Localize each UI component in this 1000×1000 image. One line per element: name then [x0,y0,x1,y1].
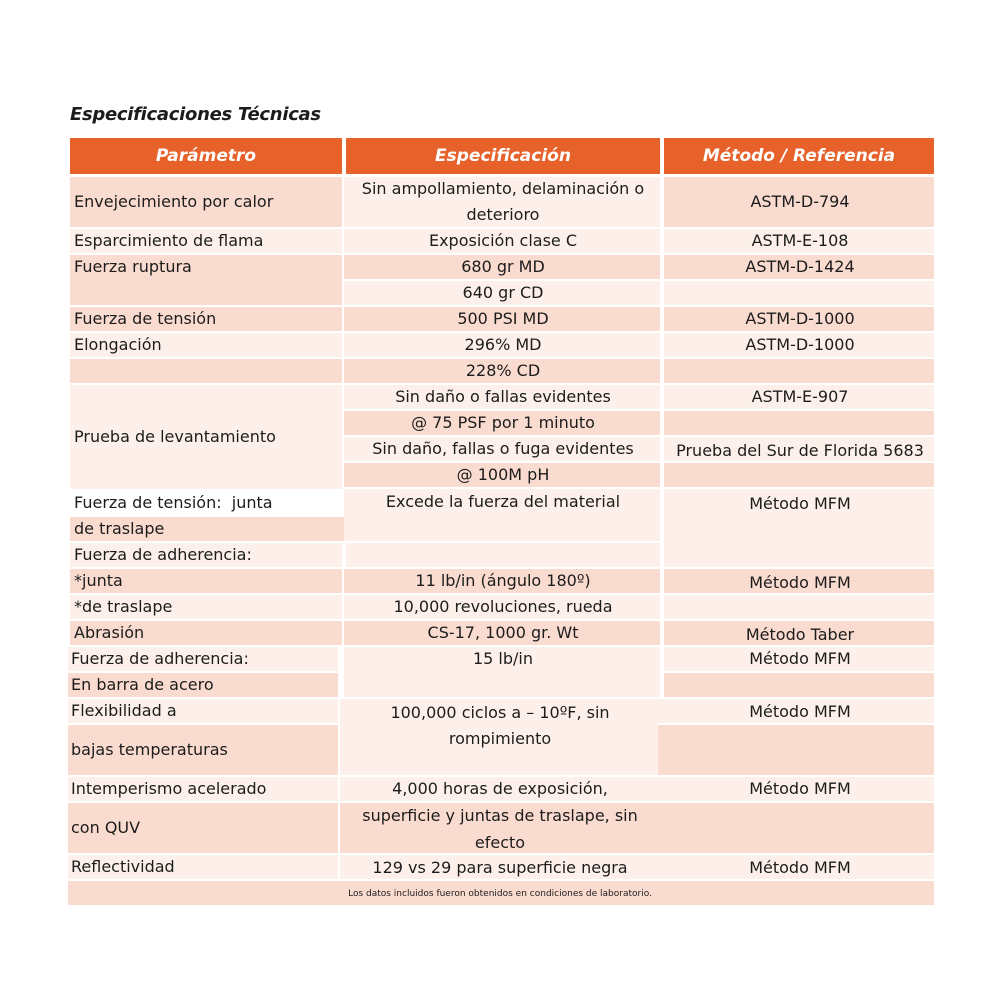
param-reflectividad: Reflectividad [71,857,175,876]
param-elongacion: Elongación [74,335,162,354]
method-r9: Método MFM [749,494,851,513]
param-adherencia: Fuerza de adherencia: [74,545,252,564]
spec-r11: 11 lb/in (ángulo 180º) [415,571,591,590]
method-r2: ASTM-E-108 [751,231,849,250]
method-bg [664,411,934,435]
method-r5: ASTM-D-1000 [745,309,855,328]
param-bajas-temp: bajas temperaturas [71,740,228,759]
header-especificacion: Especificación [346,138,660,174]
param-adherencia-2: Fuerza de adherencia: [71,649,249,668]
param-barra-acero: En barra de acero [71,675,214,694]
method-bg [658,725,934,775]
param-bg [70,359,342,383]
spec-r3: 680 gr MD [461,257,545,276]
method-bg [664,673,934,697]
spec-r12: 10,000 revoluciones, rueda [393,597,613,616]
method-r3: ASTM-D-1424 [745,257,855,276]
method-r11: Método MFM [749,573,851,592]
param-tension-junta: Fuerza de tensión: junta [74,493,273,512]
method-bg [658,803,934,853]
spec-r2: Exposición clase C [428,231,578,250]
method-r6: ASTM-D-1000 [745,335,855,354]
method-bg [664,463,934,487]
header-metodo: Método / Referencia [664,138,934,174]
page-title: Especificaciones Técnicas [70,104,321,125]
spec-r8-line2: @ 75 PSF por 1 minuto [411,413,595,432]
param-abrasion: Abrasión [74,623,145,642]
spec-r1-line1: Sin ampollamiento, delaminación o [361,179,645,198]
spec-r7: 228% CD [465,361,541,380]
param-fuerza-ruptura: Fuerza ruptura [74,257,192,276]
param-flexibilidad: Flexibilidad a [71,701,177,720]
spec-r14: 15 lb/in [472,649,534,668]
param-junta: *junta [74,571,123,590]
spec-r6: 296% MD [464,335,542,354]
method-bg [664,281,934,305]
spec-r16-line2: rompimiento [448,729,552,748]
param-quv: con QUV [71,818,141,837]
param-traslape: de traslape [74,519,165,538]
method-r16: Método MFM [749,702,851,721]
spec-r17-line3: efecto [474,833,526,852]
method-r8-line2: Prueba del Sur de Florida 5683 [676,441,924,460]
param-levantamiento: Prueba de levantamiento [74,427,276,446]
spec-r17-line1: 4,000 horas de exposición, [392,779,608,798]
method-r13: Método Taber [745,625,855,644]
header-parametro: Parámetro [70,138,342,174]
param-fuerza-tension: Fuerza de tensión [74,309,217,328]
method-r1: ASTM-D-794 [750,192,850,211]
spec-r8-line1: Sin daño o fallas evidentes [395,387,611,406]
param-de-traslape: *de traslape [74,597,173,616]
spec-r8-line3: Sin daño, fallas o fuga evidentes [372,439,634,458]
param-intemperismo: Intemperismo acelerado [71,779,267,798]
spec-bg [346,543,660,567]
param-envejecimiento: Envejecimiento por calor [74,192,274,211]
method-r17: Método MFM [749,779,851,798]
spec-r18: 129 vs 29 para superficie negra [372,858,628,877]
method-bg [664,359,934,383]
spec-r5: 500 PSI MD [457,309,549,328]
param-esparcimiento: Esparcimiento de flama [74,231,264,250]
spec-r1-line2: deterioro [466,205,540,224]
spec-r9: Excede la fuerza del material [385,492,621,511]
footnote: Los datos incluidos fueron obtenidos en condiciones de laboratorio. [348,889,652,899]
method-r14: Método MFM [749,649,851,668]
spec-r17-line2: superficie y juntas de traslape, sin [362,806,638,825]
spec-r13: CS-17, 1000 gr. Wt [427,623,579,642]
method-r8-line1: ASTM-E-907 [751,387,849,406]
method-r18: Método MFM [749,858,851,877]
spec-r8-line4: @ 100M pH [456,465,550,484]
spec-r4: 640 gr CD [462,283,544,302]
method-bg [664,595,934,619]
spec-r16-line1: 100,000 ciclos a – 10ºF, sin [390,703,610,722]
